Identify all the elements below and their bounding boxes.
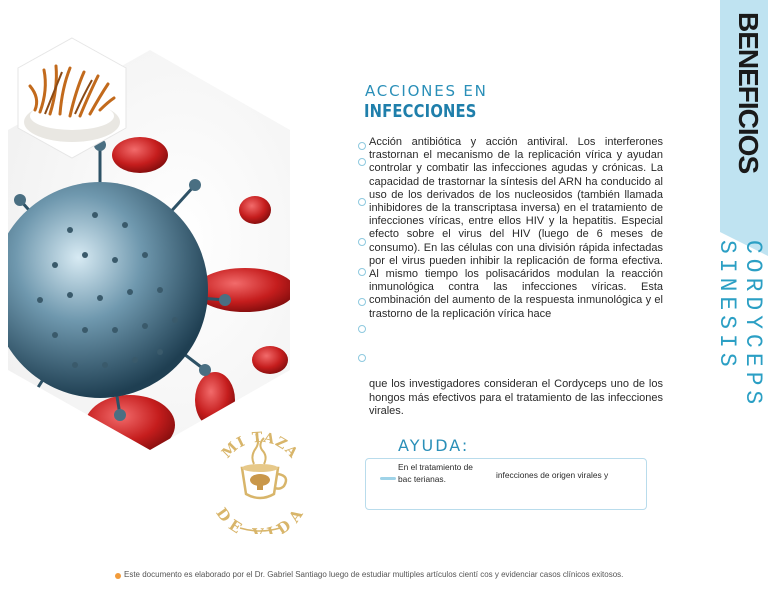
section-title: INFECCIONES xyxy=(364,101,477,122)
bullet-icon xyxy=(358,268,366,276)
bullet-icon xyxy=(358,298,366,306)
sidebar-title-cordyceps: CORDYCEPS SINESIS xyxy=(714,240,766,410)
body-paragraph-2: que los investigadores consideran el Cordyceps uno de los hongos más efectivos para el tratamiento de las infecciones virales. xyxy=(369,378,663,418)
footer-dot-icon xyxy=(115,573,121,579)
ayuda-title: AYUDA: xyxy=(398,436,470,455)
logo-text-top: MI TAZA xyxy=(219,429,302,462)
bullet-icon xyxy=(358,142,366,150)
footer-note: Este documento es elaborado por el Dr. Gabriel Santiago luego de estudiar multiples artículos cientí cos y evidenciar casos clínicos exitosos. xyxy=(124,570,624,579)
sidebar-title-beneficios: BENEFICIOS xyxy=(733,12,764,174)
virus-image xyxy=(0,30,300,450)
logo-text-bottom: DE IDA xyxy=(212,504,308,534)
bullet-icon xyxy=(358,198,366,206)
blood-cell xyxy=(252,346,288,374)
ayuda-column-2: infecciones de origen virales y xyxy=(496,470,609,480)
bullet-icon xyxy=(358,325,366,333)
logo xyxy=(210,428,310,534)
ayuda-box xyxy=(365,458,647,510)
blood-cell xyxy=(195,268,295,312)
bullet-column xyxy=(358,140,368,370)
body-paragraph-1: Acción antibiótica y acción antiviral. Los interferones trastornan el mecanismo de la replicación vírica y ayudan controlar y combatir las infecciones agudas y crónicas. La capacidad de trastornar la síntesis del ARN ha conducido al uso de los derivados de los nucleosidos (también llamada inhibidores de la transcriptasa inversa) en el tratamiento de infecciones víricas, entre ellos HIV y la hepatitis. Especial efecto sobre el virus del HIV (luego de 6 meses de consumo). En las células con una división rápida infectadas por el virus pueden inhibir la replicación de forma efectiva. Al mismo tiempo los polisacáridos modulan la reacción inmunológica contra las infecciones víricas. Esta combinación del aumento de la respuesta inmunológica y el trastorno de la replicación vírica hace xyxy=(369,136,663,320)
dash-icon xyxy=(380,477,396,480)
bullet-icon xyxy=(358,158,366,166)
section-kicker: ACCIONES EN xyxy=(365,82,488,100)
blood-cell xyxy=(195,372,235,428)
blood-cell xyxy=(239,196,271,224)
ayuda-column-1: En el tratamiento de bac terianas. xyxy=(398,462,473,484)
bullet-icon xyxy=(358,238,366,246)
hexagon-illustration xyxy=(0,30,300,450)
bullet-icon xyxy=(358,354,366,362)
blood-cell xyxy=(112,137,168,173)
